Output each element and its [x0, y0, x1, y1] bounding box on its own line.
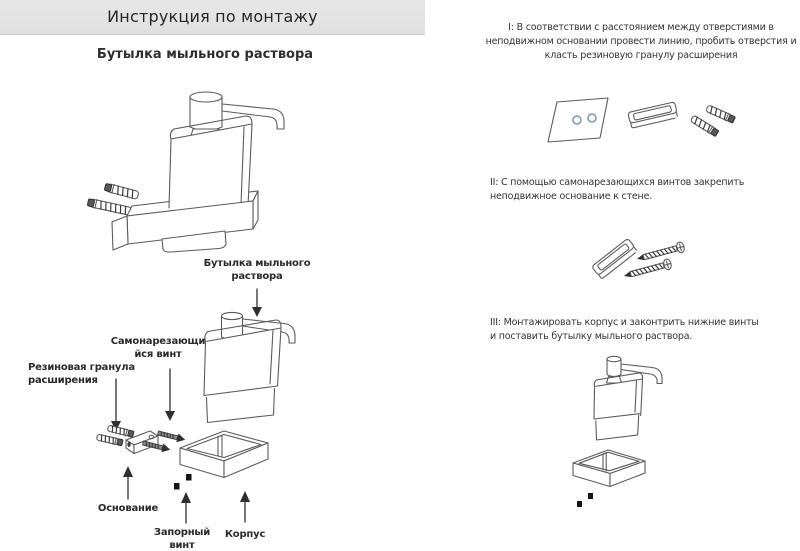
soap-bottle — [204, 312, 295, 422]
label-line: Резиновая гранула — [28, 362, 135, 373]
drill-template-plate — [548, 98, 608, 142]
label-line: Корпус — [224, 529, 266, 540]
text-line: и поставить бутылку мыльного раствора. — [490, 331, 693, 342]
arrow-down-icon — [165, 369, 175, 421]
label-body — [215, 529, 275, 542]
locking-screw-icon — [174, 483, 180, 490]
header-bar — [0, 0, 425, 35]
locking-screw-icon — [186, 474, 192, 481]
step-3-text — [490, 316, 800, 344]
text-line: неподвижном основании провести линию, пробить отверстия и — [485, 36, 797, 47]
arrow-up-icon — [123, 466, 133, 499]
wall-anchor-icon — [690, 115, 719, 137]
label-rubber-expansion-plug — [28, 362, 158, 387]
holder-body — [573, 450, 645, 487]
soap-bottle — [169, 92, 284, 210]
label-line: раствора — [231, 270, 283, 282]
wall-anchor-icon — [104, 183, 139, 200]
label-locking-screw — [152, 527, 212, 551]
exploded-diagram-figure — [10, 285, 330, 551]
pump-spout-icon — [222, 104, 284, 129]
label-line: йся винт — [134, 348, 182, 360]
self-tapping-screw-icon — [623, 258, 673, 281]
locking-screw-icon — [577, 501, 582, 507]
label-line: Самонарезающи — [110, 336, 206, 347]
arrow-up-icon — [240, 491, 250, 522]
locking-screw-icon — [588, 493, 593, 499]
step-3-figure — [548, 352, 698, 527]
wall-anchor-icon — [705, 104, 735, 123]
label-base — [88, 503, 168, 516]
label-line: Основание — [97, 503, 159, 514]
text-line: II: С помощью самонарезающихся винтов закрепить — [490, 177, 745, 188]
holder-body — [180, 431, 268, 478]
product-subtitle: Бутылка мыльного раствора — [96, 47, 314, 62]
step-1-text — [481, 21, 800, 63]
arrow-up-icon — [181, 492, 191, 523]
soap-bottle — [594, 356, 662, 440]
text-line: класть резиновую гранулу расширения — [544, 50, 738, 61]
text-line: III: Монтажировать корпус и законтрить нижние винты — [490, 317, 759, 328]
step-1-figure — [545, 90, 760, 160]
text-line: I: В соответствии с расстоянием между отверстиями в — [508, 22, 774, 33]
step-2-figure — [578, 228, 718, 290]
self-tapping-screw-icon — [636, 241, 686, 264]
text-line: неподвижное основание к стене. — [490, 191, 653, 202]
label-self-tapping-screw — [98, 336, 218, 361]
step-2-text — [490, 176, 800, 204]
screw-arrow-icon — [157, 429, 186, 445]
wall-anchor-icon — [107, 425, 134, 438]
label-bottle — [197, 258, 317, 283]
label-line: Бутылка мыльного — [203, 258, 311, 269]
page-title: Инструкция по монтажу — [107, 7, 318, 26]
arrow-down-icon — [252, 289, 262, 317]
fixed-base-bracket — [628, 102, 678, 128]
label-line: Запорный — [153, 527, 211, 538]
label-line: винт — [169, 539, 195, 551]
wall-anchor-icon — [96, 434, 123, 447]
label-line: расширения — [28, 374, 98, 386]
dispenser-assembled-figure — [70, 82, 320, 262]
wall-anchor-icon — [87, 198, 132, 216]
